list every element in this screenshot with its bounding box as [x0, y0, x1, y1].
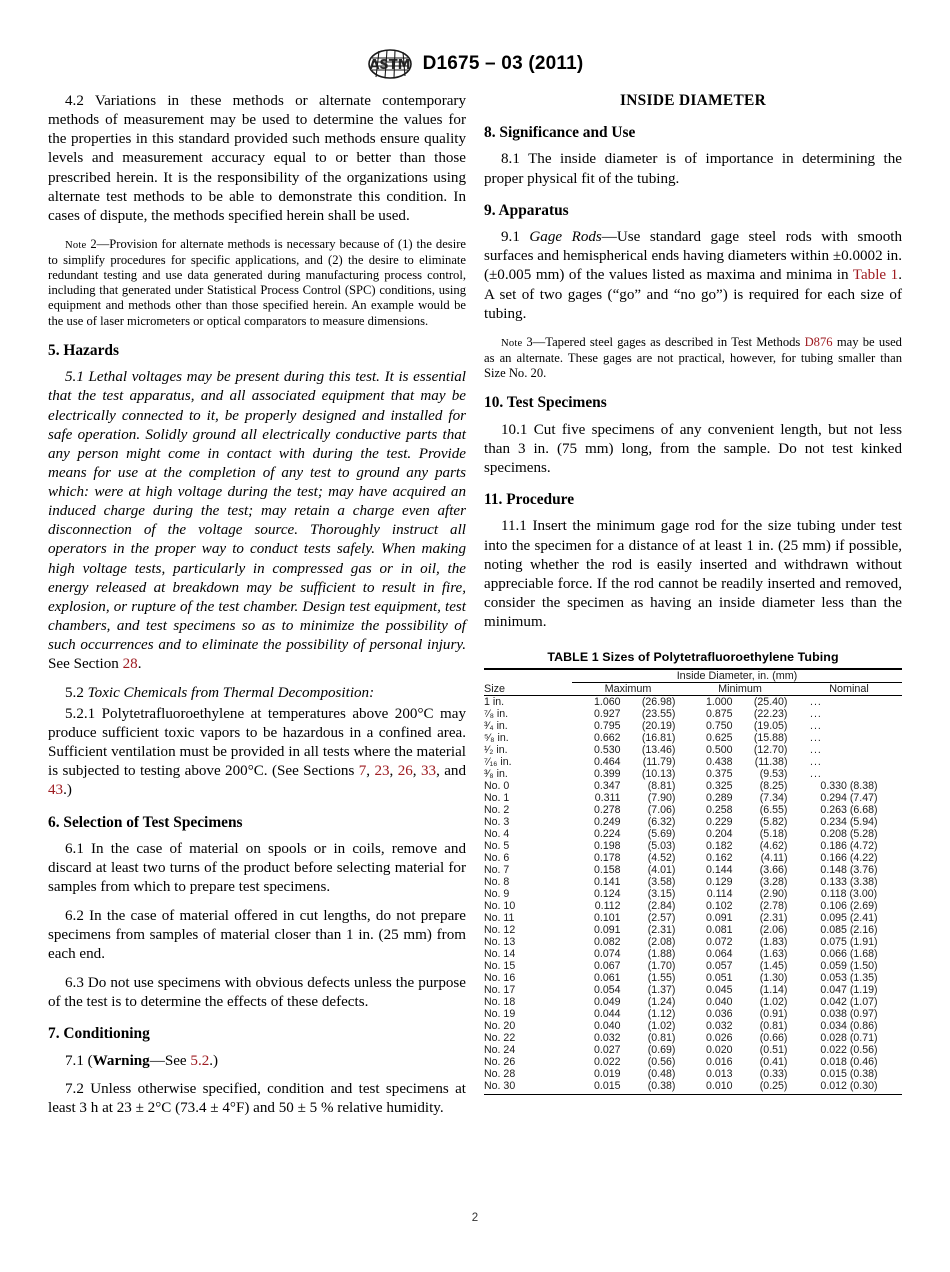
cell-size: ¹⁄₂ in. [484, 744, 508, 756]
cell-nominal: 0.038 (0.97) [820, 1008, 878, 1020]
table-row [484, 960, 902, 972]
cell-maximum: 0.027 (0.69) [594, 1044, 676, 1056]
paragraph-6-3: 6.3 Do not use specimens with obvious defects unless the purpose of the test is to determine the effects of these defects. [48, 974, 466, 1010]
table-row [484, 1008, 902, 1020]
section-ref-5-2[interactable]: 5.2 [190, 1052, 210, 1069]
table-row [484, 696, 902, 709]
table-body [484, 696, 902, 1093]
paragraph-6-2: 6.2 In the case of material offered in cut lengths, do not prepare specimens from samples of material closer than 1 in. (25 mm) from each end. [48, 907, 466, 963]
cell-size: No. 18 [484, 996, 516, 1008]
section-ref-26[interactable]: 26 [397, 763, 413, 780]
table-row [484, 912, 902, 924]
svg-text:ASTM: ASTM [368, 58, 411, 73]
cell-size: No. 24 [484, 1044, 516, 1056]
cell-size: No. 26 [484, 1056, 516, 1068]
heading-8-significance-and-use: 8. Significance and Use [484, 124, 636, 141]
cell-nominal: 0.118 (3.00) [820, 888, 878, 900]
cell-size: No. 20 [484, 1020, 516, 1032]
table-row [484, 756, 902, 768]
astm-logo-icon [367, 48, 413, 80]
cell-minimum: 0.625 (15.88) [706, 732, 788, 744]
cell-size: No. 10 [484, 900, 516, 912]
note-3-number: 3 [526, 334, 533, 349]
cell-nominal: 0.166 (4.22) [820, 852, 878, 864]
table-1-title: TABLE 1 Sizes of Polytetrafluoroethylene Tubing [547, 650, 839, 664]
document-designation: D1675 – 03 (2011) [422, 53, 584, 74]
cell-nominal: 0.208 (5.28) [820, 828, 878, 840]
table-row [484, 876, 902, 888]
table-row [484, 900, 902, 912]
cell-maximum: 0.530 (13.46) [594, 744, 676, 756]
cell-maximum: 0.044 (1.12) [594, 1008, 676, 1020]
cell-maximum: 0.032 (0.81) [594, 1032, 676, 1044]
cell-minimum: 0.026 (0.66) [706, 1032, 788, 1044]
cell-minimum: 0.289 (7.34) [706, 792, 788, 804]
column-group-header-inside-diameter: Inside Diameter, in. (mm) [572, 669, 902, 683]
section-ref-43[interactable]: 43 [48, 782, 64, 799]
cell-minimum: 0.051 (1.30) [706, 972, 788, 984]
section-ref-7[interactable]: 7 [358, 763, 367, 780]
paragraph-11-1: 11.1 Insert the minimum gage rod for the size tubing under test into the specimen for a distance of at least 1 in. (25 mm) if possible, noting whether the rod is easily inserted and withdrawn without appreciable force. If the rod cannot be readily inserted and removed, consider the specimen as having an inside diameter less than the minimum. [484, 518, 902, 631]
paragraph-8-1: 8.1 The inside diameter is of importance in determining the proper physical fit of the tubing. [484, 151, 902, 187]
cell-minimum: 0.204 (5.18) [706, 828, 788, 840]
table-row [484, 1020, 902, 1032]
cell-nominal: 0.133 (3.38) [820, 876, 878, 888]
cell-size: ³⁄₈ in. [484, 768, 508, 780]
cell-nominal: 0.047 (1.19) [820, 984, 878, 996]
table-row [484, 948, 902, 960]
paragraph-5-1-see: See Section [48, 656, 123, 673]
paragraph-5-2-italic: Toxic Chemicals from Thermal Decomposition: [87, 684, 375, 701]
column-header-size: Size [484, 669, 572, 696]
table-row [484, 792, 902, 804]
table-row [484, 888, 902, 900]
cell-size: No. 7 [484, 864, 510, 876]
cell-nominal: 0.059 (1.50) [820, 960, 878, 972]
cell-nominal: 0.085 (2.16) [820, 924, 878, 936]
cell-maximum: 0.399 (10.13) [594, 768, 676, 780]
table-1-sizes-of-ptfe-tubing [484, 668, 902, 1092]
note-2-number: 2 [90, 236, 97, 251]
cell-maximum: 0.158 (4.01) [594, 864, 676, 876]
note-3-label: Note [501, 337, 523, 349]
cell-nominal: 0.042 (1.07) [820, 996, 878, 1008]
cell-nominal: 0.263 (6.68) [820, 804, 878, 816]
note-3-part1: —Tapered steel gages as described in Test Methods [532, 334, 805, 349]
heading-7-conditioning: 7. Conditioning [48, 1025, 150, 1043]
note-2 [48, 237, 466, 329]
heading-9-apparatus: 9. Apparatus [484, 201, 569, 219]
note-3-part2: may be used as an alternate. These gages are not practical, however, for tubing smaller than Size No. 20. [484, 334, 902, 380]
cell-nominal: 0.294 (7.47) [820, 792, 878, 804]
paragraph-6-1: 6.1 In the case of material on spools or in coils, remove and discard at least two turns of the product before selecting material for samples from which to prepare test specimens. [48, 841, 466, 896]
sep-4: , and [436, 763, 467, 780]
paragraph-5-2-1-text: 5.2.1 Polytetrafluoroethylene at temperatures above 200°C may produce sufficient toxic vapors to be hazardous in a confined area. Sufficient ventilation must be provided in all tests where the material is subjected to testing above 200°C. (See Sections [48, 705, 466, 780]
cell-maximum: 0.249 (6.32) [594, 816, 676, 828]
paragraph-5-2 [48, 684, 466, 703]
paragraph-7-2: 7.2 Unless otherwise specified, condition and test specimens at least 3 h at 23 ± 2°C (73.4 ± 4°F) and 50 ± 5 % relative humidity. [48, 1080, 466, 1116]
note-3 [484, 335, 902, 381]
paragraph-7-1-prefix: 7.1 ( [65, 1052, 93, 1069]
heading-11-procedure: 11. Procedure [484, 490, 575, 508]
gage-rods-term: Gage Rods [529, 229, 602, 246]
cell-nominal: ... [810, 708, 822, 720]
table-row [484, 840, 902, 852]
cell-minimum: 0.010 (0.25) [706, 1080, 788, 1092]
table-row [484, 1044, 902, 1056]
paragraph-7-1 [48, 1052, 466, 1071]
paragraph-5-1-italic: 5.1 Lethal voltages may be present during this test. It is essential that the test apparatus, and all associated equipment that may be electrically connected to it, be properly designed and installed for safe operation. Solidly ground all electrically conductive parts that any person might come in contact with during the test. Provide means for use at the completion of any test to ground any parts which: were at high voltage during the test; may have acquired an induced charge during the test; may retain a charge even after disconnection of the voltage source. Thoroughly instruct all operators in the proper way to conduct tests safely. When making high voltage tests, particularly in compressed gas or in oil, the energy released at breakdown may be sufficient to result in fire, explosion, or rupture of the test chamber. Design test equipment, test chambers, and test specimens so as to minimize the possibility of such occurrences and to eliminate the possibility of personal injury. [48, 369, 466, 654]
column-header-nominal: Nominal [796, 683, 902, 696]
paragraph-5-1 [48, 368, 466, 674]
section-ref-33[interactable]: 33 [420, 763, 437, 780]
cell-minimum: 0.258 (6.55) [706, 804, 788, 816]
cell-size: No. 16 [484, 972, 516, 984]
column-header-minimum: Minimum [684, 683, 796, 696]
cell-size: No. 12 [484, 924, 516, 936]
cell-nominal: ... [810, 720, 822, 732]
cell-minimum: 0.040 (1.02) [706, 996, 788, 1008]
right-column [484, 92, 902, 642]
cell-nominal: 0.018 (0.46) [820, 1056, 878, 1068]
cell-minimum: 0.036 (0.91) [706, 1008, 788, 1020]
table-row [484, 708, 902, 720]
cell-size: No. 5 [484, 840, 510, 852]
table-row [484, 732, 902, 744]
cell-minimum: 0.875 (22.23) [706, 708, 788, 720]
cell-minimum: 0.064 (1.63) [706, 948, 788, 960]
paragraph-10-1: 10.1 Cut five specimens of any convenient length, but not less than 3 in. (75 mm) long, from the sample. Do not test kinked specimens. [484, 421, 902, 476]
cell-minimum: 0.072 (1.83) [706, 936, 788, 948]
paragraph-9-1-number: 9.1 [501, 229, 530, 246]
cell-nominal: ... [810, 768, 822, 780]
paragraph-7-1-mid: —See [149, 1052, 191, 1069]
cell-nominal: ... [810, 756, 822, 768]
cell-size: ⁵⁄₈ in. [484, 732, 509, 744]
cell-size: No. 6 [484, 852, 510, 864]
cell-nominal: ... [810, 744, 822, 756]
paragraph-9-1-part1: —Use standard gage steel rods with smooth surfaces and hemispherical ends having diameters within ±0.0002 in. (±0.005 mm) of the values listed as maxima and minima in [484, 229, 903, 284]
cell-size: No. 1 [484, 792, 510, 804]
table-row [484, 996, 902, 1008]
paragraph-9-1-part2: . A set of two gages (“go” and “no go”) is required for each size of tubing. [484, 267, 902, 322]
sep-1: , [366, 763, 375, 780]
cell-minimum: 0.438 (11.38) [706, 756, 788, 768]
cell-nominal: ... [810, 732, 822, 744]
table-row [484, 720, 902, 732]
cell-size: ³⁄₄ in. [484, 720, 508, 732]
cell-maximum: 0.927 (23.55) [594, 708, 676, 720]
page-number: 2 [471, 1212, 479, 1224]
cell-maximum: 0.049 (1.24) [594, 996, 676, 1008]
cell-maximum: 0.311 (7.90) [594, 792, 676, 804]
note-2-text: —Provision for alternate methods is necessary because of (1) the desire to simplify procedures for specific applications, and (2) the desire to eliminate redundant testing and use data generated during manufacturing process control, including that generated under Statistical Process Control (SPC) conditions, using equipment and methods other than those specified herein. An example would be the use of laser micrometers or optical comparators to measure dimensions. [48, 236, 466, 328]
standard-ref-d876[interactable]: D876 [804, 334, 833, 349]
table-row [484, 972, 902, 984]
cell-size: No. 30 [484, 1080, 516, 1092]
cell-nominal: 0.022 (0.56) [820, 1044, 878, 1056]
cell-nominal: 0.015 (0.38) [820, 1068, 878, 1080]
paragraph-9-1 [484, 228, 902, 324]
cell-minimum: 0.057 (1.45) [706, 960, 788, 972]
cell-nominal: 0.066 (1.68) [820, 948, 878, 960]
cell-size: No. 22 [484, 1032, 516, 1044]
cell-minimum: 0.013 (0.33) [706, 1068, 788, 1080]
cell-size: No. 0 [484, 780, 510, 792]
cell-minimum: 0.325 (8.25) [706, 780, 788, 792]
cell-maximum: 0.278 (7.06) [594, 804, 676, 816]
cell-maximum: 0.464 (11.79) [594, 756, 676, 768]
cell-minimum: 0.091 (2.31) [706, 912, 788, 924]
column-header-maximum: Maximum [572, 683, 684, 696]
cell-size: No. 2 [484, 804, 510, 816]
section-ref-23[interactable]: 23 [374, 763, 390, 780]
section-ref-28[interactable]: 28 [122, 656, 138, 673]
table-bottom-rule [484, 1094, 902, 1095]
cell-minimum: 0.081 (2.06) [706, 924, 788, 936]
paragraph-5-1-period: . [137, 656, 142, 673]
cell-maximum: 0.198 (5.03) [594, 840, 676, 852]
cell-minimum: 0.102 (2.78) [706, 900, 788, 912]
cell-size: No. 13 [484, 936, 516, 948]
paragraph-5-2-number: 5.2 [65, 684, 88, 701]
cell-nominal: 0.186 (4.72) [820, 840, 878, 852]
cell-maximum: 0.082 (2.08) [594, 936, 676, 948]
cell-size: No. 11 [484, 912, 515, 924]
cell-nominal: 0.034 (0.86) [820, 1020, 878, 1032]
table-row [484, 864, 902, 876]
cell-minimum: 0.182 (4.62) [706, 840, 788, 852]
table-row [484, 1080, 902, 1092]
cell-maximum: 0.067 (1.70) [594, 960, 676, 972]
cell-size: No. 9 [484, 888, 510, 900]
warning-label: Warning [92, 1052, 150, 1069]
cell-size: 1 in. [484, 696, 572, 709]
cell-maximum: 0.224 (5.69) [594, 828, 676, 840]
cell-nominal: 0.330 (8.38) [820, 780, 878, 792]
table-row [484, 852, 902, 864]
cell-size: No. 19 [484, 1008, 516, 1020]
table-row [484, 780, 902, 792]
center-heading-inside-diameter: INSIDE DIAMETER [619, 92, 767, 109]
cell-maximum: 0.124 (3.15) [594, 888, 676, 900]
cell-minimum: 0.016 (0.41) [706, 1056, 788, 1068]
cell-maximum: 0.074 (1.88) [594, 948, 676, 960]
table-row [484, 768, 902, 780]
cell-maximum: 0.054 (1.37) [594, 984, 676, 996]
cell-maximum: 1.060 (26.98) [572, 696, 684, 709]
cell-minimum: 0.045 (1.14) [706, 984, 788, 996]
left-column [48, 92, 466, 1127]
cell-size: ⁷⁄₁₆ in. [484, 756, 512, 768]
cell-maximum: 0.141 (3.58) [594, 876, 676, 888]
cell-maximum: 0.022 (0.56) [594, 1056, 676, 1068]
paragraph-7-1-suffix: .) [209, 1052, 219, 1069]
cell-minimum: 0.020 (0.51) [706, 1044, 788, 1056]
cell-minimum: 0.229 (5.82) [706, 816, 788, 828]
heading-10-test-specimens: 10. Test Specimens [484, 394, 607, 412]
cell-minimum: 0.144 (3.66) [706, 864, 788, 876]
cell-maximum: 0.091 (2.31) [594, 924, 676, 936]
cell-nominal: 0.148 (3.76) [820, 864, 878, 876]
cell-nominal: 0.028 (0.71) [820, 1032, 878, 1044]
table-row [484, 744, 902, 756]
cell-maximum: 0.015 (0.38) [594, 1080, 676, 1092]
cell-nominal: 0.234 (5.94) [820, 816, 878, 828]
table-row [484, 804, 902, 816]
cell-minimum: 0.129 (3.28) [706, 876, 788, 888]
cell-nominal: ... [796, 696, 902, 709]
cell-maximum: 0.112 (2.84) [594, 900, 676, 912]
cell-maximum: 0.061 (1.55) [594, 972, 676, 984]
cell-size: No. 14 [484, 948, 516, 960]
cell-minimum: 0.032 (0.81) [706, 1020, 788, 1032]
cell-maximum: 0.795 (20.19) [594, 720, 676, 732]
cell-maximum: 0.347 (8.81) [594, 780, 676, 792]
cell-minimum: 1.000 (25.40) [684, 696, 796, 709]
sep-3: , [412, 763, 421, 780]
cell-minimum: 0.500 (12.70) [706, 744, 788, 756]
cell-size: No. 4 [484, 828, 510, 840]
table-head [484, 669, 902, 696]
cell-minimum: 0.750 (19.05) [706, 720, 788, 732]
table-row [484, 984, 902, 996]
cell-size: No. 8 [484, 876, 510, 888]
paragraph-4-2: 4.2 Variations in these methods or alternate contemporary methods of measurement may be used to determine the values for the properties in this standard provided such methods ensure quality levels and measurement accuracy equal to or better than those prescribed herein. It is the responsibility of the organizations using alternate test methods to be able to demonstrate this condition. In cases of dispute, the methods specified herein shall be used. [48, 93, 466, 224]
cell-maximum: 0.662 (16.81) [594, 732, 676, 744]
table-row [484, 924, 902, 936]
page-header [0, 48, 950, 80]
cell-maximum: 0.101 (2.57) [594, 912, 676, 924]
table-1-ref[interactable]: Table 1 [852, 267, 899, 284]
cell-size: No. 15 [484, 960, 516, 972]
heading-6-selection-of-test-specimens: 6. Selection of Test Specimens [48, 813, 243, 831]
cell-nominal: 0.106 (2.69) [820, 900, 878, 912]
table-1-container [484, 650, 902, 1095]
heading-5-hazards: 5. Hazards [48, 341, 119, 359]
table-row [484, 1032, 902, 1044]
cell-nominal: 0.012 (0.30) [820, 1080, 878, 1092]
table-row [484, 1068, 902, 1080]
cell-maximum: 0.178 (4.52) [594, 852, 676, 864]
table-row [484, 828, 902, 840]
note-2-label: Note [65, 239, 87, 251]
cell-size: No. 17 [484, 984, 516, 996]
cell-minimum: 0.162 (4.11) [706, 852, 788, 864]
cell-nominal: 0.095 (2.41) [820, 912, 878, 924]
sep-2: , [389, 763, 398, 780]
cell-minimum: 0.375 (9.53) [706, 768, 788, 780]
table-header-row-group [484, 669, 902, 683]
paragraph-5-2-1-end: .) [63, 782, 72, 799]
cell-minimum: 0.114 (2.90) [706, 888, 788, 900]
cell-size: ⁷⁄₈ in. [484, 708, 509, 720]
cell-size: No. 3 [484, 816, 510, 828]
cell-nominal: 0.075 (1.91) [820, 936, 878, 948]
table-row [484, 816, 902, 828]
cell-maximum: 0.040 (1.02) [594, 1020, 676, 1032]
cell-nominal: 0.053 (1.35) [820, 972, 878, 984]
paragraph-5-2-1 [48, 705, 466, 801]
cell-size: No. 28 [484, 1068, 516, 1080]
cell-maximum: 0.019 (0.48) [594, 1068, 676, 1080]
table-row [484, 936, 902, 948]
table-row [484, 1056, 902, 1068]
